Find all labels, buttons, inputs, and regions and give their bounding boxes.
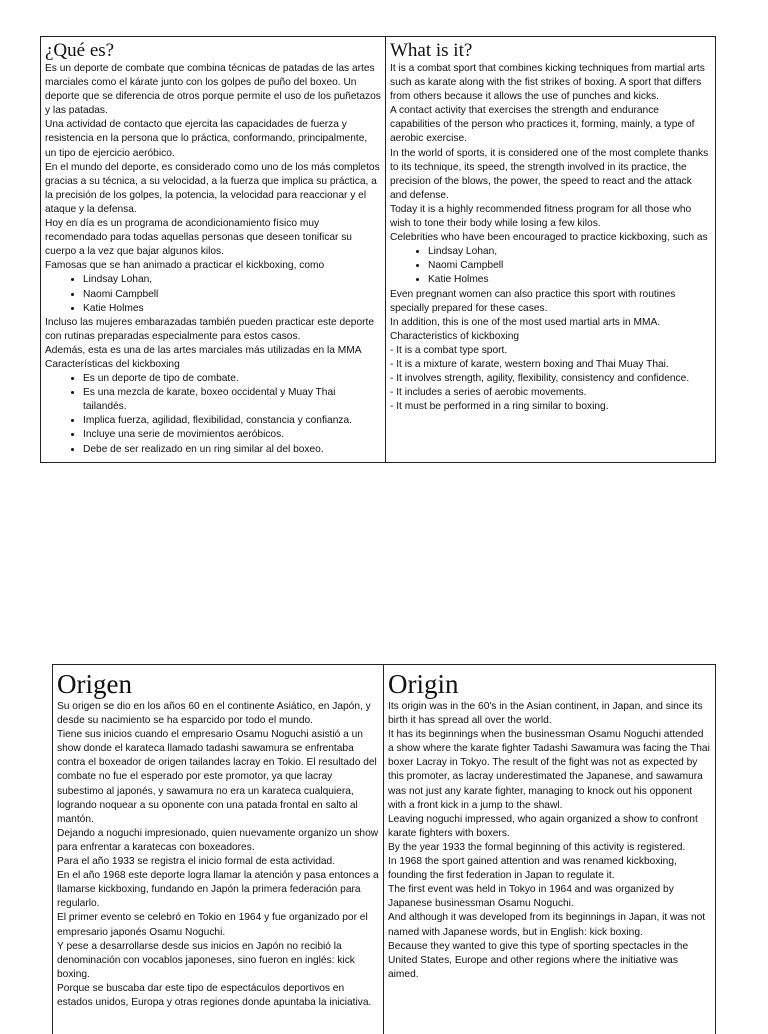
cell-body [57, 700, 379, 1010]
cell-origen [53, 665, 383, 1034]
bullet-list [45, 372, 381, 457]
heading-origin: Origin [388, 669, 459, 699]
paragraph: - It involves strength, agility, flexibility, consistency and confidence. [389, 373, 690, 385]
paragraph: Incluso las mujeres embarazadas también pueden practicar este deporte con rutinas preparadas especialmente para estos casos. [45, 316, 375, 342]
paragraph: Dejando a noguchi impresionado, quien nuevamente organizo un show para enfrentar a karatecas con boxeadores. [57, 827, 379, 853]
table-origin [52, 664, 716, 1034]
paragraph: By the year 1933 the formal beginning of this activity is registered. [388, 841, 686, 853]
heading-origen: Origen [57, 669, 132, 699]
cell-que-es [41, 37, 385, 462]
paragraph: In 1968 the sport gained attention and was renamed kickboxing, founding the first federation in Japan to regulate it. [388, 856, 677, 882]
paragraph: Celebrities who have been encouraged to practice kickboxing, such as [389, 232, 708, 244]
paragraph: Famosas que se han animado a practicar el kickboxing, como [45, 260, 325, 272]
paragraph: - It is a mixture of karate, western boxing and Thai Muay Thai. [389, 358, 669, 370]
heading-que-es: ¿Qué es? [45, 40, 115, 61]
list-item: • Es un deporte de tipo de combate. [83, 372, 381, 386]
paragraph: Porque se buscaba dar este tipo de espectáculos deportivos en estados unidos, Europa y otras regiones donde apuntaba la iniciativa. [57, 982, 372, 1008]
cell-origin [383, 665, 715, 1034]
paragraph: And although it was developed from its beginnings in Japan, it was not named with Japanese words, but in English: kick boxing. [388, 912, 706, 938]
paragraph: It has its beginnings when the businessman Osamu Noguchi attended a show where the karate fighter Tadashi Sawamura was facing the Thai boxer Lacray in Tokyo. The result of the fight was not as expected by this promoter, as lacray underestimated the Japanese, and sawamura was not just any karate fighter, managing to knock out his opponent with a front kick in a jump to the shawl. [388, 729, 710, 811]
bullet-list [390, 245, 711, 287]
list-item: • Naomi Campbell [83, 288, 381, 302]
list-item: • Lindsay Lohan, [83, 273, 381, 287]
paragraph: Características del kickboxing [45, 358, 180, 370]
list-item: • Implica fuerza, agilidad, flexibilidad, constancia y confianza. [83, 414, 381, 428]
paragraph: The first event was held in Tokyo in 1964 and was organized by Japanese businessman Osamu Noguchi. [388, 884, 674, 910]
table-what-is-it [40, 36, 716, 463]
paragraph: It is a combat sport that combines kicking techniques from martial arts such as karate along with the fist strikes of boxing. A sport that differs from others because it allows the use of punches and kicks. [389, 63, 705, 103]
list-item: • Katie Holmes [83, 302, 381, 316]
cell-what-is-it [385, 37, 715, 462]
list-item: • Es una mezcla de karate, boxeo occidental y Muay Thai tailandés. [83, 386, 381, 414]
cell-body [390, 62, 711, 414]
paragraph: A contact activity that exercises the strength and endurance capabilities of the person who practices it, forming, mainly, a type of aerobic exercise. [389, 105, 695, 145]
paragraph: - It includes a series of aerobic movements. [389, 387, 587, 399]
paragraph: El primer evento se celebró en Tokio en 1964 y fue organizado por el empresario japonés Osamu Noguchi. [57, 912, 368, 938]
paragraph: - It must be performed in a ring similar to boxing. [389, 401, 609, 413]
paragraph-group [45, 62, 381, 273]
paragraph: Its origin was in the 60's in the Asian continent, in Japan, and since its birth it has spread all over the world. [388, 701, 703, 727]
list-item: • Katie Holmes [428, 273, 711, 287]
paragraph: - It is a combat type sport. [389, 344, 508, 356]
paragraph: In the world of sports, it is considered one of the most complete thanks to its technique, its speed, the strength involved in its practice, the precision of the blows, the power, the speed to react and the attack and defense. [389, 147, 709, 201]
paragraph: Para el año 1933 se registra el inicio formal de esta actividad. [57, 856, 336, 868]
paragraph: Su origen se dio en los años 60 en el continente Asiático, en Japón, y desde su nacimiento se ha esparcido por todo el mundo. [57, 701, 371, 727]
paragraph-group [45, 316, 381, 372]
list-item: • Debe de ser realizado en un ring similar al del boxeo. [83, 443, 381, 457]
paragraph: Una actividad de contacto que ejercita las capacidades de fuerza y resistencia en la persona que lo práctica, conformando, principalmente, un tipo de ejercicio aeróbico. [45, 119, 368, 159]
paragraph-group [57, 700, 379, 1010]
list-item: • Naomi Campbell [428, 259, 711, 273]
paragraph-group [388, 700, 711, 982]
paragraph: Hoy en día es un programa de acondicionamiento físico muy recomendado para todas aquellas personas que deseen tonificar su cuerpo a la vez que bajar algunos kilos. [45, 218, 352, 258]
list-item: • Lindsay Lohan, [428, 245, 711, 259]
paragraph: Leaving noguchi impressed, who again organized a show to confront karate fighters with boxers. [388, 813, 698, 839]
paragraph: Characteristics of kickboxing [389, 330, 520, 342]
paragraph: Y pese a desarrollarse desde sus inicios en Japón no recibió la denominación con vocablos japoneses, sino fueron en inglés: kick boxing. [57, 940, 355, 980]
paragraph: Es un deporte de combate que combina técnicas de patadas de las artes marciales como el kárate junto con los golpes de puño del boxeo. Un deporte que se diferencia de otros porque permite el uso de los puñetazos y las patadas. [45, 63, 381, 117]
paragraph-group [390, 288, 711, 415]
paragraph: Today it is a highly recommended fitness program for all those who wish to tone their body while losing a few kilos. [389, 203, 692, 230]
paragraph: Tiene sus inicios cuando el empresario Osamu Noguchi asistió a un show donde el karateca llamado tadashi sawamura se enfrentaba contra el boxeador de origen tailandes lacray en Tokio. El resultado del combate no fue el esperado por este promotor, ya que lacray subestimo al japonés, y sawamura no era un karateca cualquiera, logrando noquear a su oponente con una patada frontal en salto al mantón. [57, 729, 377, 825]
paragraph: Because they wanted to give this type of sporting spectacles in the United States, Europe and other regions where the initiative was aimed. [388, 940, 689, 980]
cell-body [388, 700, 711, 982]
paragraph: En el año 1968 este deporte logra llamar la atención y pasa entonces a llamarse kickboxing, fundando en Japón la primera federación para regularlo. [57, 870, 379, 910]
bullet-list [45, 273, 381, 315]
paragraph: In addition, this is one of the most used martial arts in MMA. [389, 316, 661, 328]
paragraph: Además, esta es una de las artes marciales más utilizadas en la MMA [45, 344, 362, 356]
paragraph: Even pregnant women can also practice this sport with routines specially prepared for these cases. [389, 288, 676, 314]
list-item: • Incluye una serie de movimientos aeróbicos. [83, 428, 381, 442]
cell-body [45, 62, 381, 457]
paragraph-group [390, 62, 711, 245]
paragraph: En el mundo del deporte, es considerado como uno de los más completos gracias a su técnica, a su velocidad, a la fuerza que implica su práctica, a la precisión de los golpes, la potencia, la velocidad para reaccionar y el ataque y la defensa. [45, 161, 380, 215]
heading-what-is-it: What is it? [389, 40, 473, 61]
